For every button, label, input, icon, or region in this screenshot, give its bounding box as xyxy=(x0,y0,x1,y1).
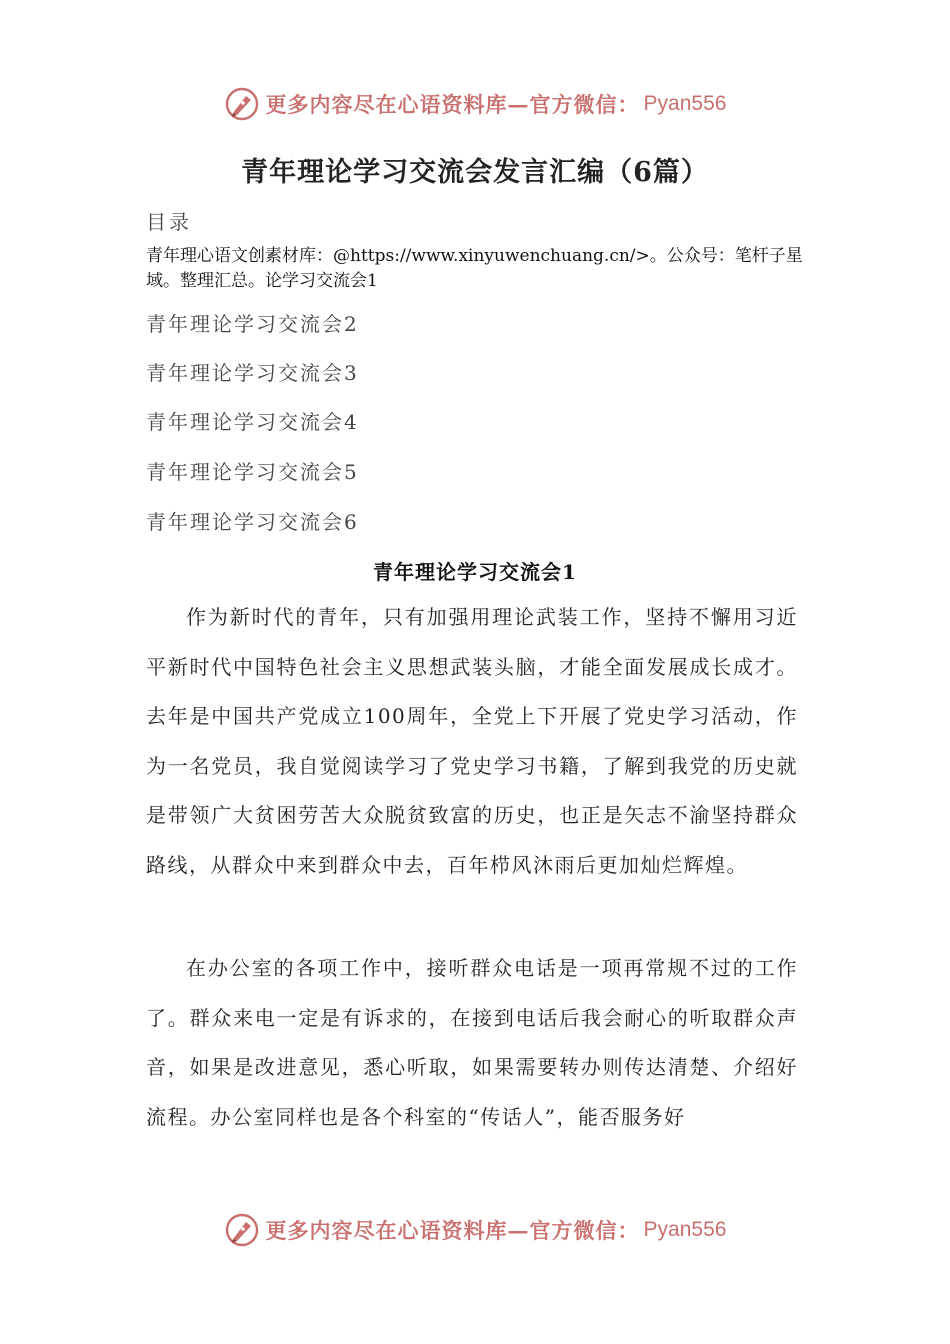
watermark-text: 更多内容尽在心语资料库—官方微信： xyxy=(265,92,640,117)
watermark-wechat-handle: Pyan556 xyxy=(643,92,727,115)
header-watermark xyxy=(0,84,950,124)
document-title: 青年理论学习交流会发言汇编（6篇） xyxy=(241,157,709,188)
toc-item-1[interactable]: 青年理心语文创素材库：@https://www.xinyuwenchuang.cn/>。公众号：笔杆子星域。整理汇总。论学习交流会1 xyxy=(146,246,803,291)
toc-heading: 目录 xyxy=(146,210,192,234)
body-paragraph: 在办公室的各项工作中，接听群众电话是一项再常规不过的工作了。群众来电一定是有诉求的，在接到电话后我会耐心的听取群众声音，如果是改进意见，悉心听取，如果需要转办则传达清楚、介绍好流程。办公室同样也是各个科室的“传话人”，能否服务好 xyxy=(146,956,798,1129)
watermark-text: 更多内容尽在心语资料库—官方微信： xyxy=(265,1218,640,1243)
toc-item-3[interactable]: 青年理论学习交流会3 xyxy=(146,361,359,385)
watermark-wechat-handle: Pyan556 xyxy=(643,1218,727,1241)
toc-item-5[interactable]: 青年理论学习交流会5 xyxy=(146,460,359,484)
pen-nib-icon xyxy=(224,86,260,122)
toc-item-6[interactable]: 青年理论学习交流会6 xyxy=(146,510,359,534)
body-paragraph: 作为新时代的青年，只有加强用理论武装工作，坚持不懈用习近平新时代中国特色社会主义思想武装头脑，才能全面发展成长成才。去年是中国共产党成立100周年，全党上下开展了党史学习活动，作为一名党员，我自觉阅读学习了党史学习书籍，了解到我党的历史就是带领广大贫困劳苦大众脱贫致富的历史，也正是矢志不渝坚持群众路线，从群众中来到群众中去，百年栉风沐雨后更加灿烂辉煌。 xyxy=(146,605,798,877)
footer-watermark xyxy=(0,1210,950,1250)
toc-item-4[interactable]: 青年理论学习交流会4 xyxy=(146,410,359,434)
toc-item-2[interactable]: 青年理论学习交流会2 xyxy=(146,312,359,336)
pen-nib-icon xyxy=(224,1212,260,1248)
section-heading: 青年理论学习交流会1 xyxy=(373,560,577,584)
